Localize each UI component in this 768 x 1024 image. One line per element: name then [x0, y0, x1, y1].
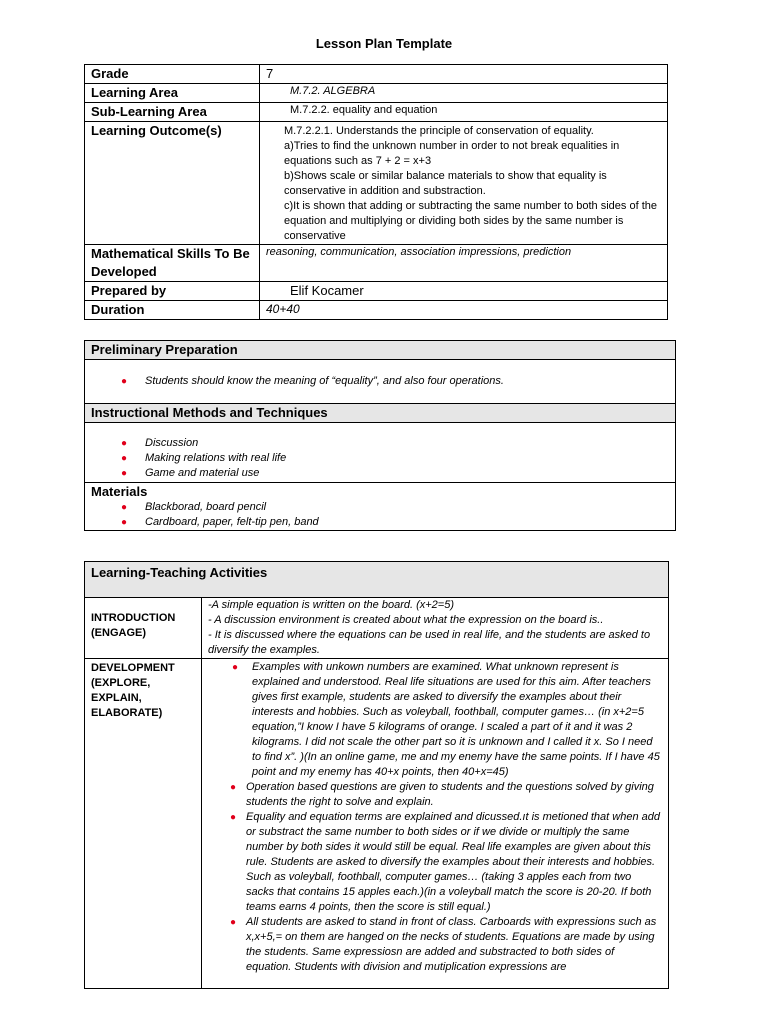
grade-label: Grade [85, 65, 260, 84]
skills-value: reasoning, communication, association impressions, prediction [260, 245, 668, 282]
list-item: ● Operation based questions are given to students and the questions solved by giving students the right to solve and explain. [230, 781, 654, 808]
bullet-icon: ● [121, 453, 128, 464]
prepared-value: Elif Kocamer [260, 282, 668, 301]
bullet-icon: ● [230, 812, 237, 823]
bullet-icon: ● [121, 468, 128, 479]
sub-area-label: Sub-Learning Area [85, 103, 260, 122]
list-item: ● Examples with unkown numbers are examined. What unknown represent is explained and understood. Real life situations are used for this aim. After teachers gives first example, students are asked to diversify the examples about their interests and hobbies. Such as voleyball, foothball, computer games… (in x+2=5 equation,”I know I have 5 kilograms of orange. I scaled a part of it and it was 2 kilograms. I did not scale the other part so it is unknown and I called it x. So I need to find x”. )(In an online game, me and my enemy have the same points. If I have 45 point and my enemy has 40+x points, then 40+x=45) [232, 661, 660, 778]
development-label: DEVELOPMENT (EXPLORE, EXPLAIN, ELABORATE) [85, 659, 202, 989]
bullet-icon: ● [230, 782, 237, 793]
intro-body [202, 598, 669, 659]
development-body [202, 659, 669, 989]
learning-area-label: Learning Area [85, 84, 260, 103]
list-item: ● Game and material use [121, 467, 260, 479]
learning-area-value: M.7.2. ALGEBRA [260, 84, 668, 103]
intro-line: - A discussion environment is created about what the expression on the board is.. [208, 614, 604, 626]
intro-line: - It is discussed where the equations can be used in real life, and the students are asked to diversify the examples. [208, 629, 651, 656]
materials-list [91, 500, 669, 530]
outcome-line: a)Tries to find the unknown number in order to not break equalities in equations such as 7 + 2 = x+3 [284, 140, 620, 167]
outcome-line: M.7.2.2.1. Understands the principle of conservation of equality. [284, 125, 594, 137]
sub-area-value: M.7.2.2. equality and equation [260, 103, 668, 122]
intro-line: -A simple equation is written on the board. (x+2=5) [208, 599, 455, 611]
bullet-icon: ● [121, 438, 128, 449]
outcome-line: b)Shows scale or similar balance materials to show that equality is conservative in addition and substraction. [284, 170, 607, 197]
preliminary-list [91, 374, 669, 389]
materials-heading: Materials [85, 483, 676, 501]
list-item: ● Blackborad, board pencil [121, 501, 267, 513]
methods-list [91, 436, 669, 481]
intro-label: INTRODUCTION (ENGAGE) [85, 598, 202, 659]
duration-label: Duration [85, 301, 260, 320]
info-table [84, 64, 668, 320]
activities-heading: Learning-Teaching Activities [85, 562, 669, 598]
skills-label: Mathematical Skills To Be Developed [85, 245, 260, 282]
bullet-icon: ● [121, 502, 128, 513]
page-title: Lesson Plan Template [315, 36, 453, 51]
bullet-icon: ● [230, 917, 237, 928]
outcome-value [260, 122, 668, 245]
grade-value: 7 [260, 65, 668, 84]
preparation-table [84, 340, 676, 531]
bullet-icon: ● [121, 517, 128, 528]
bullet-icon: ● [121, 376, 128, 387]
list-item: ● Discussion [121, 437, 199, 449]
methods-heading: Instructional Methods and Techniques [85, 404, 676, 423]
development-list [208, 660, 660, 975]
outcome-line: c)It is shown that adding or subtracting the same number to both sides of the equation and multiplying or dividing both sides by the same number is conservative [284, 200, 657, 242]
duration-value: 40+40 [260, 301, 668, 320]
list-item: ● Equality and equation terms are explained and dicussed.ıt is metioned that when add or substract the same number to both sides or if we divide or multiply the same number by both sides it would still be equal. Real life examples are given about this rule. Students are asked to diversify the examples about their interests and hobbies. Such as voleyball, foothball, computer games… (taking 3 apples each from two sacks that contains 15 apples each.)(in a voleyball match the score is 20-20. If both teams earns 4 points, then the score is still equal.) [230, 811, 660, 913]
prepared-label: Prepared by [85, 282, 260, 301]
list-item: ● Making relations with real life [121, 452, 287, 464]
outcome-label: Learning Outcome(s) [85, 122, 260, 245]
bullet-icon: ● [232, 662, 239, 673]
activities-table [84, 561, 669, 989]
list-item: ● All students are asked to stand in front of class. Carboards with expressions such as x,x+5,= on them are hanged on the necks of students. Equations are made by using the students. Same expressiosn are added and substracted to both sides of equation. Students with division and mutiplication expressions are [230, 916, 657, 973]
list-item: ● Students should know the meaning of “equality”, and also four operations. [121, 375, 504, 387]
preliminary-heading: Preliminary Preparation [85, 341, 676, 360]
list-item: ● Cardboard, paper, felt-tip pen, band [121, 516, 319, 528]
